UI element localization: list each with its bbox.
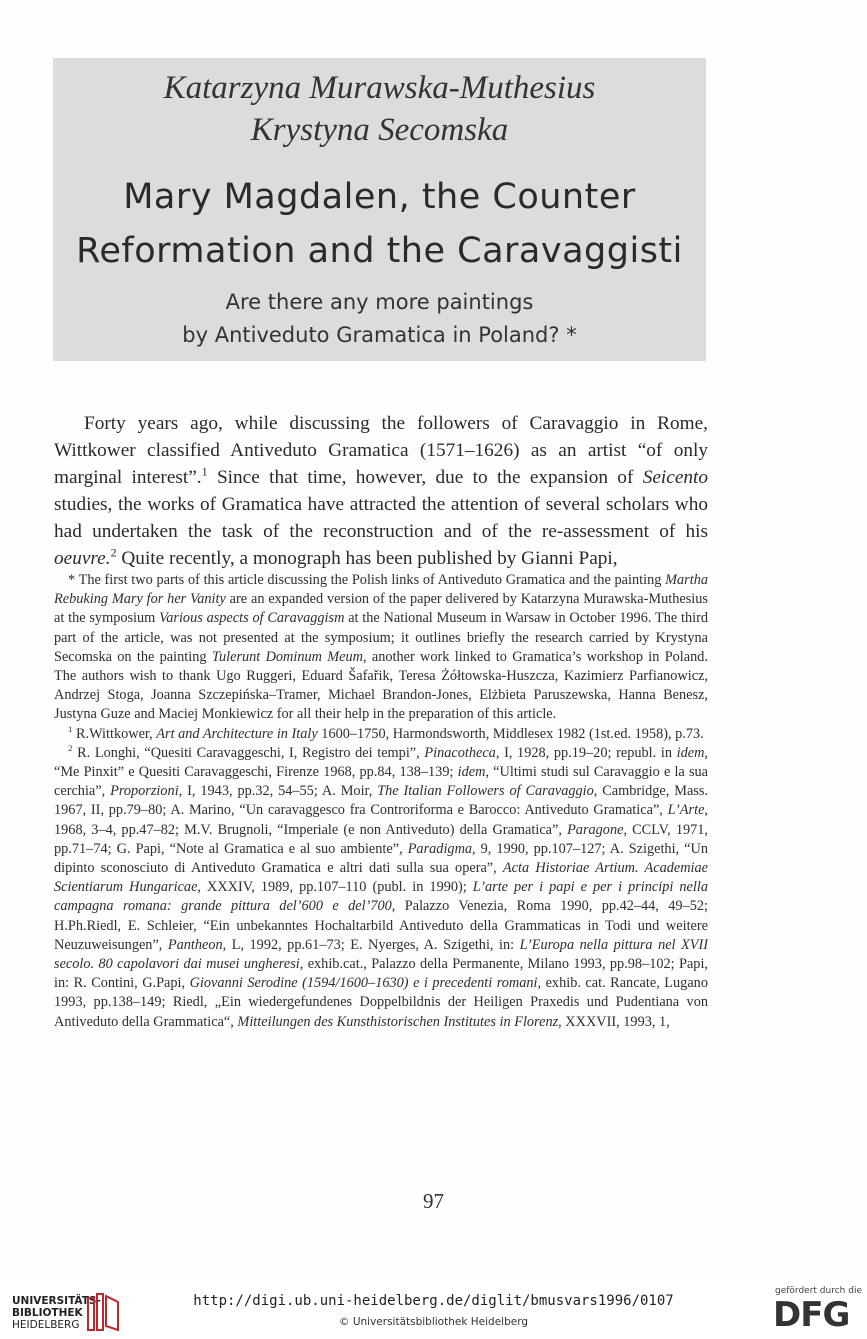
footnote-text-run: are an expanded version of the paper delivered by Katarzyna Murawska-Muthesius at the symposium: [54, 591, 708, 627]
footnote-text-run: , Palazzo Venezia, Roma 1990, pp.42–44, 49–52; H.Ph.Riedl, E. Schleier, “Ein unbekanntes Hochaltarbild Antiveduto della Grammaticas in Todi und weitere Neuzuweisungen”,: [54, 898, 708, 953]
body-text-run: Since that time, however, due to the expansion of: [207, 467, 643, 488]
footnotes: [54, 571, 708, 1032]
footnote-number: 2: [68, 743, 73, 754]
footnote-text-run: , L, 1992, pp.61–73; E. Nyerges, A. Szigethi, in:: [222, 936, 520, 953]
footnote-star: [54, 571, 708, 725]
footer-bar: [0, 1278, 867, 1339]
footnote-text-run: 1600–1750, Harmondsworth, Middlesex 1982 (1st.ed. 1958), p.73.: [317, 725, 704, 742]
logo-text-line-1: UNIVERSITÄTS-: [12, 1295, 101, 1307]
permalink-url[interactable]: http://digi.ub.uni-heidelberg.de/diglit/bmusvars1996/0107: [193, 1293, 674, 1309]
footnote-italic: Pantheon: [167, 936, 223, 953]
footnote-text-run: , 1968, 3–4, pp.47–82; M.V. Brugnoli, “Imperiale (e non Antiveduto) della Gramatica”,: [54, 802, 708, 838]
footnote-italic: Art and Architecture in Italy: [156, 725, 318, 742]
footnote-italic: L’Arte: [667, 802, 705, 819]
footnote-text-run: R.Wittkower,: [72, 725, 157, 742]
author-name-2: Krystyna Secomska: [250, 112, 509, 148]
footnote-text-run: , “Ultimi studi sul Caravaggio e la sua cerchia”,: [54, 764, 709, 800]
footnote-text-run: , XXXVII, 1993, 1,: [558, 1013, 670, 1030]
article-title-line-2: Reformation and the Caravaggisti: [76, 231, 683, 271]
body-italic-seicento: Seicento: [642, 467, 709, 488]
footnote-italic: Martha Rebuking Mary for her Vanity: [54, 572, 708, 608]
footnote-text-run: The first two parts of this article discussing the Polish links of Antiveduto Gramatica and the painting: [78, 572, 666, 588]
footnote-ref-1: 1: [201, 464, 208, 479]
footnote-italic: L’arte per i papi e per i principi nella campagna romana: grande pittura del’600 e del’700: [54, 879, 708, 915]
footnote-italic: Acta Historiae Artium. Academiae Scientiarum Hungaricae: [54, 860, 709, 896]
footnote-text-run: , CCLV, 1971, pp.71–74; G. Papi, “Note al Gramatica e al suo ambiente”,: [54, 821, 708, 857]
article-subtitle-line-1: Are there any more paintings: [225, 290, 534, 314]
footnote-text-run: , I, 1928, pp.19–20; republ. in: [495, 744, 677, 761]
body-text-run: Quite recently, a monograph has been published by Gianni Papi,: [116, 548, 618, 569]
footnote-2: [54, 744, 708, 1032]
title-box: [53, 58, 706, 361]
body-text: [54, 410, 708, 572]
footnote-text-run: , “Me Pinxit” e Quesiti Caravaggeschi, Firenze 1968, pp.84, 138–139;: [54, 744, 708, 781]
footnote-italic: Giovanni Serodine (1594/1600–1630) e i precedenti romani: [189, 975, 538, 992]
funding-label: gefördert durch die: [775, 1286, 862, 1296]
footnote-italic: Mitteilungen des Kunsthistorischen Institutes in Florenz: [237, 1013, 559, 1030]
footnote-italic: Tulerunt Dominum Meum,: [211, 648, 367, 665]
body-paragraph: [54, 410, 708, 572]
footnote-text-run: , exhib.cat., Palazzo della Permanente, Milano 1993, pp.98–102; Papi, in: R. Contini, G.Papi,: [54, 956, 709, 992]
footnote-italic: Paragone: [567, 821, 624, 838]
page-number: 97: [423, 1189, 444, 1213]
body-italic-oeuvre: oeuvre.: [54, 548, 111, 569]
footnote-text-run: , exhib. cat. Rancate, Lugano 1993, pp.138–149; Riedl, „Ein wiedergefundenes Doppelbildnis der Heiligen Praxedis und Pudentiana von Antiveduto della Grammatica“,: [54, 975, 708, 1030]
article-title-line-1: Mary Magdalen, the Counter: [123, 177, 636, 217]
footnote-italic: idem: [676, 744, 705, 761]
body-text-run: studies, the works of Gramatica have attracted the attention of several scholars who had undertaken the task of the reconstruction and of the re-assessment of his: [54, 494, 708, 542]
footnote-text-run: , XXXIV, 1989, pp.107–110 (publ. in 1990);: [197, 879, 473, 896]
logo-text-line-2: BIBLIOTHEK: [12, 1307, 83, 1319]
footnote-text-run: , Cambridge, Mass. 1967, II, pp.79–80; A. Marino, “Un caravaggesco fra Controriforma e Barocco: Antiveduto Gramatica”,: [54, 783, 709, 819]
footnote-text-run: at the National Museum in Warsaw in October 1996. The third part of the article, was not presented at the symposium; it outlines briefly the research carried by Krystyna Secomska on the painting: [54, 610, 708, 665]
footnote-ref-2: 2: [110, 545, 117, 560]
footnote-italic: L’Europa nella pittura nel XVII secolo. 80 capolavori dai musei ungheresi: [54, 936, 709, 973]
logo-text-line-3: HEIDELBERG: [12, 1319, 80, 1331]
footnote-text-run: another work linked to Gramatica’s workshop in Poland. The authors wish to thank Ugo Ruggeri, Eduard Šafařik, Teresa Żółtowska-Huszcza, Kazimierz Parfianowicz, Andrzej Stoga, Joanna Szczepińska–Tramer, Michael Brandon-Jones, Elżbieta Paruszewska, Hanna Benesz, Justyna Guze and Maciej Monkiewicz for all their help in the preparation of this article.: [54, 648, 708, 723]
footnote-text-run: , 9, 1990, pp.107–127; A. Szigethi, “Un dipinto sconosciuto di Antiveduto Gramatica e altri dati sulla sua opera”,: [54, 840, 708, 877]
dfg-logo[interactable]: DFG: [773, 1295, 850, 1335]
copyright-notice: © Universitätsbibliothek Heidelberg: [338, 1316, 528, 1328]
footnote-marker: *: [68, 572, 79, 588]
footnote-italic: idem: [457, 764, 486, 781]
body-text-run: Forty years ago, while discussing the followers of Caravaggio in Rome, Wittkower classified Antiveduto Gramatica (1571–1626) as an artist “of only marginal interest”.: [54, 413, 708, 488]
footnote-italic: Various aspects of Caravaggism: [159, 610, 345, 627]
footnote-text-run: , I, 1943, pp.32, 54–55; A. Moir,: [178, 783, 378, 800]
footnote-number: 1: [68, 723, 73, 734]
footnote-italic: The Italian Followers of Caravaggio: [377, 783, 594, 800]
author-name-1: Katarzyna Murawska-Muthesius: [163, 70, 596, 106]
footnote-italic: Proporzioni: [110, 783, 179, 800]
footnote-text-run: R. Longhi, “Quesiti Caravaggeschi, I, Registro dei tempi”,: [72, 744, 425, 761]
footnote-1: [54, 725, 708, 744]
footnote-italic: Pinacotheca: [424, 744, 496, 761]
article-subtitle-line-2: by Antiveduto Gramatica in Poland? *: [182, 323, 577, 347]
footnote-italic: Paradigma: [407, 840, 473, 857]
